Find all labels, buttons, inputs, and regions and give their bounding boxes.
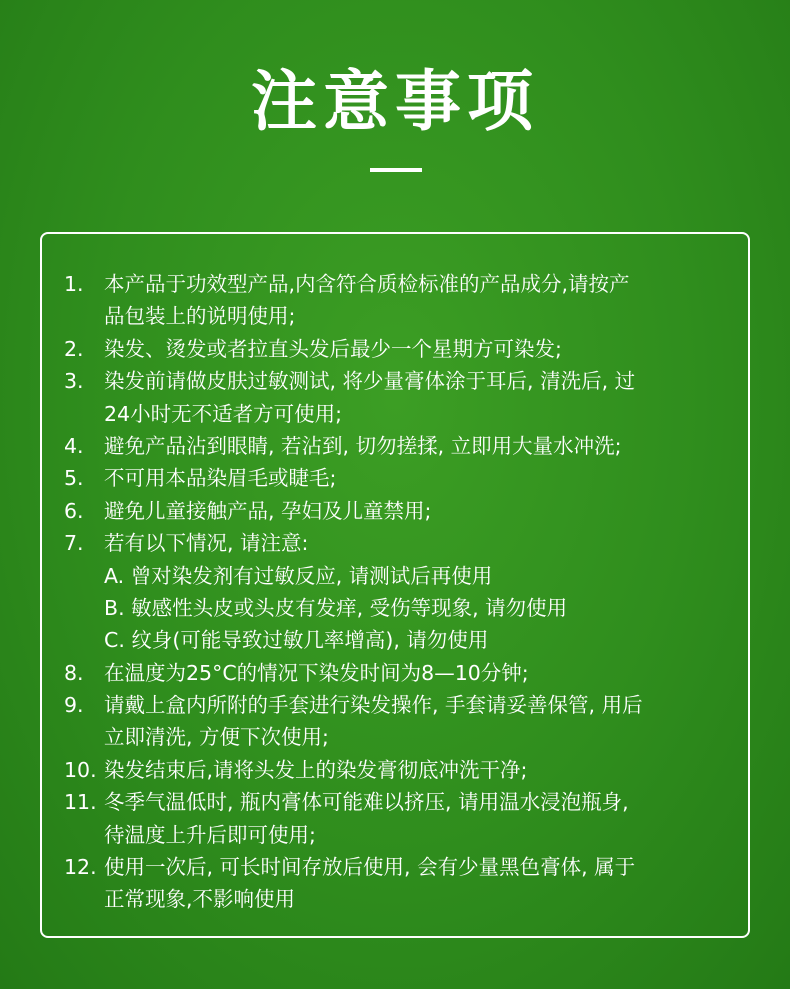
notice-item-number: 7. (64, 531, 84, 556)
notice-item-text: 在温度为25°C的情况下染发时间为8—10分钟; (104, 660, 529, 685)
notice-item-line (64, 851, 734, 883)
notice-item-text: 染发前请做皮肤过敏测试, 将少量膏体涂于耳后, 清洗后, 过 (104, 369, 636, 394)
notice-item-line (64, 883, 734, 915)
notice-item-number: 2. (64, 336, 84, 361)
notice-item-number: 11. (64, 790, 97, 815)
notice-item-line (64, 624, 734, 656)
notice-item-text: A. 曾对染发剂有过敏反应, 请测试后再使用 (104, 563, 493, 588)
notice-item-text: 品包装上的说明使用; (104, 304, 296, 329)
title-divider (370, 168, 422, 172)
notice-item-line (64, 560, 734, 592)
notice-item-line (64, 495, 734, 527)
notice-item-line (64, 721, 734, 753)
notice-item-text: 正常现象,不影响使用 (104, 887, 296, 912)
notice-item-text: B. 敏感性头皮或头皮有发痒, 受伤等现象, 请勿使用 (104, 595, 568, 620)
notice-item-line (64, 657, 734, 689)
page-title: 注意事项 (251, 63, 539, 140)
notice-item-text: 避免儿童接触产品, 孕妇及儿童禁用; (104, 498, 432, 523)
notice-item-text: 待温度上升后即可使用; (104, 822, 316, 847)
notice-item-text: 24小时无不适者方可使用; (104, 401, 342, 426)
notice-item-line (64, 333, 734, 365)
notice-item-text: 立即清洗, 方便下次使用; (104, 725, 329, 750)
notice-item-text: 避免产品沾到眼睛, 若沾到, 切勿搓揉, 立即用大量水冲洗; (104, 433, 622, 458)
notice-item-number: 5. (64, 466, 84, 491)
notice-item-line (64, 689, 734, 721)
notice-item-number: 8. (64, 660, 84, 685)
notice-item-line (64, 462, 734, 494)
notice-item-number: 1. (64, 272, 84, 296)
notice-item-number: 3. (64, 369, 84, 394)
notice-item-line (64, 430, 734, 462)
notice-item-text: C. 纹身(可能导致过敏几率增高), 请勿使用 (104, 628, 489, 653)
notice-item-line (64, 786, 734, 818)
notice-item-line (64, 592, 734, 624)
notice-item-number: 12. (64, 855, 97, 880)
notice-item-text: 染发、烫发或者拉直头发后最少一个星期方可染发; (104, 336, 562, 361)
notice-item-text: 不可用本品染眉毛或睫毛; (104, 466, 337, 491)
notice-item-text: 染发结束后,请将头发上的染发膏彻底冲洗干净; (104, 757, 528, 782)
notice-item-line (64, 300, 734, 332)
notice-item-number: 4. (64, 433, 84, 458)
notice-item-text: 请戴上盒内所附的手套进行染发操作, 手套请妥善保管, 用后 (104, 693, 643, 718)
notice-item-number: 9. (64, 693, 84, 718)
notice-item-number: 6. (64, 498, 84, 523)
notice-item-text: 使用一次后, 可长时间存放后使用, 会有少量黑色膏体, 属于 (104, 855, 636, 880)
notice-item-line (64, 268, 734, 300)
notice-item-text: 若有以下情况, 请注意: (104, 531, 309, 556)
notice-item-line (64, 398, 734, 430)
notice-item-line (64, 819, 734, 851)
notice-item-text: 本产品于功效型产品,内含符合质检标准的产品成分,请按产 (104, 272, 630, 296)
notice-item-line (64, 754, 734, 786)
notice-item-line (64, 527, 734, 559)
notice-list (64, 268, 734, 916)
notice-item-number: 10. (64, 757, 97, 782)
notice-item-line (64, 365, 734, 397)
notice-item-text: 冬季气温低时, 瓶内膏体可能难以挤压, 请用温水浸泡瓶身, (104, 790, 629, 815)
